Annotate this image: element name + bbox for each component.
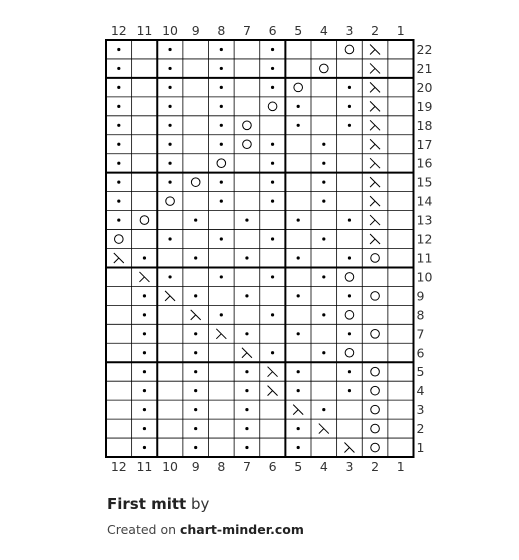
purl-dot bbox=[117, 86, 120, 89]
decrease-symbol bbox=[370, 82, 380, 92]
row-number: 20 bbox=[416, 79, 433, 95]
decrease-symbol bbox=[191, 310, 201, 320]
yarn-over-symbol bbox=[371, 292, 380, 301]
row-number: 14 bbox=[416, 193, 433, 209]
row-number: 2 bbox=[416, 421, 425, 437]
row-number: 5 bbox=[416, 364, 425, 380]
row-number: 13 bbox=[416, 212, 433, 228]
column-number-bottom: 7 bbox=[242, 459, 251, 474]
purl-dot bbox=[322, 313, 325, 316]
purl-dot bbox=[271, 275, 274, 278]
yarn-over-symbol bbox=[166, 197, 175, 206]
column-number-bottom: 1 bbox=[396, 459, 405, 474]
yarn-over-symbol bbox=[371, 367, 380, 376]
decrease-symbol bbox=[370, 234, 380, 244]
yarn-over-symbol bbox=[371, 424, 380, 433]
purl-dot bbox=[220, 86, 223, 89]
purl-dot bbox=[194, 427, 197, 430]
decrease-symbol bbox=[370, 177, 380, 187]
column-number-bottom: 10 bbox=[162, 459, 179, 474]
purl-dot bbox=[271, 86, 274, 89]
purl-dot bbox=[117, 162, 120, 165]
purl-dot bbox=[194, 294, 197, 297]
row-number: 7 bbox=[416, 326, 425, 342]
purl-dot bbox=[245, 389, 248, 392]
decrease-symbol bbox=[293, 405, 303, 415]
purl-dot bbox=[143, 294, 146, 297]
purl-dot bbox=[194, 408, 197, 411]
decrease-symbol bbox=[370, 158, 380, 168]
purl-dot bbox=[348, 332, 351, 335]
purl-dot bbox=[245, 294, 248, 297]
column-number-bottom: 6 bbox=[268, 459, 277, 474]
yarn-over-symbol bbox=[243, 121, 252, 130]
purl-dot bbox=[168, 124, 171, 127]
column-number-bottom: 4 bbox=[319, 459, 328, 474]
purl-dot bbox=[168, 67, 171, 70]
purl-dot bbox=[143, 446, 146, 449]
column-number-bottom: 8 bbox=[217, 459, 226, 474]
purl-dot bbox=[143, 408, 146, 411]
purl-dot bbox=[297, 294, 300, 297]
credit-prefix: Created on bbox=[107, 522, 177, 537]
row-number: 16 bbox=[416, 155, 433, 171]
purl-dot bbox=[245, 446, 248, 449]
yarn-over-symbol bbox=[115, 235, 124, 244]
column-number-top: 1 bbox=[396, 23, 405, 38]
row-number: 18 bbox=[416, 117, 433, 133]
purl-dot bbox=[220, 275, 223, 278]
row-number: 6 bbox=[416, 345, 425, 361]
purl-dot bbox=[271, 351, 274, 354]
purl-dot bbox=[348, 218, 351, 221]
row-number: 19 bbox=[416, 98, 433, 114]
decrease-symbol bbox=[139, 272, 149, 282]
purl-dot bbox=[348, 86, 351, 89]
purl-dot bbox=[168, 86, 171, 89]
purl-dot bbox=[143, 313, 146, 316]
purl-dot bbox=[245, 218, 248, 221]
row-number: 22 bbox=[416, 41, 433, 57]
column-number-top: 8 bbox=[217, 23, 226, 38]
purl-dot bbox=[348, 256, 351, 259]
row-number: 21 bbox=[416, 60, 433, 76]
row-number: 11 bbox=[416, 250, 433, 266]
purl-dot bbox=[322, 351, 325, 354]
decrease-symbol bbox=[216, 329, 226, 339]
column-number-top: 4 bbox=[319, 23, 328, 38]
yarn-over-symbol bbox=[268, 102, 277, 111]
decrease-symbol bbox=[114, 253, 124, 263]
yarn-over-symbol bbox=[371, 254, 380, 263]
purl-dot bbox=[245, 332, 248, 335]
yarn-over-symbol bbox=[243, 140, 252, 149]
row-number: 1 bbox=[416, 440, 425, 456]
purl-dot bbox=[322, 162, 325, 165]
purl-dot bbox=[245, 256, 248, 259]
purl-dot bbox=[297, 427, 300, 430]
yarn-over-symbol bbox=[345, 45, 354, 54]
purl-dot bbox=[168, 181, 171, 184]
column-number-top: 2 bbox=[371, 23, 380, 38]
yarn-over-symbol bbox=[217, 159, 226, 168]
yarn-over-symbol bbox=[345, 348, 354, 357]
yarn-over-symbol bbox=[371, 443, 380, 452]
row-number: 17 bbox=[416, 136, 433, 152]
column-number-top: 11 bbox=[136, 23, 153, 38]
row-number: 12 bbox=[416, 231, 433, 247]
purl-dot bbox=[271, 48, 274, 51]
purl-dot bbox=[271, 313, 274, 316]
purl-dot bbox=[297, 124, 300, 127]
yarn-over-symbol bbox=[320, 64, 329, 73]
yarn-over-symbol bbox=[371, 405, 380, 414]
pattern-title-line bbox=[107, 495, 209, 513]
pattern-by-label: by bbox=[191, 495, 210, 513]
purl-dot bbox=[143, 351, 146, 354]
purl-dot bbox=[117, 143, 120, 146]
purl-dot bbox=[194, 370, 197, 373]
purl-dot bbox=[271, 200, 274, 203]
column-number-bottom: 11 bbox=[136, 459, 153, 474]
column-number-top: 3 bbox=[345, 23, 354, 38]
purl-dot bbox=[168, 237, 171, 240]
purl-dot bbox=[297, 256, 300, 259]
purl-dot bbox=[220, 124, 223, 127]
purl-dot bbox=[194, 389, 197, 392]
credit-site-link[interactable]: chart-minder.com bbox=[180, 522, 304, 537]
purl-dot bbox=[168, 48, 171, 51]
purl-dot bbox=[297, 446, 300, 449]
purl-dot bbox=[117, 124, 120, 127]
purl-dot bbox=[168, 275, 171, 278]
purl-dot bbox=[194, 218, 197, 221]
purl-dot bbox=[117, 105, 120, 108]
purl-dot bbox=[220, 143, 223, 146]
purl-dot bbox=[297, 332, 300, 335]
purl-dot bbox=[220, 48, 223, 51]
purl-dot bbox=[143, 256, 146, 259]
purl-dot bbox=[322, 408, 325, 411]
purl-dot bbox=[322, 275, 325, 278]
purl-dot bbox=[348, 124, 351, 127]
column-number-bottom: 5 bbox=[294, 459, 303, 474]
yarn-over-symbol bbox=[371, 386, 380, 395]
purl-dot bbox=[117, 48, 120, 51]
decrease-symbol bbox=[319, 424, 329, 434]
purl-dot bbox=[117, 181, 120, 184]
purl-dot bbox=[117, 67, 120, 70]
purl-dot bbox=[322, 143, 325, 146]
decrease-symbol bbox=[370, 196, 380, 206]
purl-dot bbox=[348, 389, 351, 392]
yarn-over-symbol bbox=[294, 83, 303, 92]
row-number: 9 bbox=[416, 288, 425, 304]
column-number-top: 6 bbox=[268, 23, 277, 38]
purl-dot bbox=[220, 67, 223, 70]
purl-dot bbox=[297, 370, 300, 373]
yarn-over-symbol bbox=[345, 273, 354, 282]
decrease-symbol bbox=[370, 44, 380, 54]
yarn-over-symbol bbox=[140, 216, 149, 225]
purl-dot bbox=[322, 237, 325, 240]
purl-dot bbox=[271, 162, 274, 165]
purl-dot bbox=[143, 332, 146, 335]
decrease-symbol bbox=[370, 215, 380, 225]
purl-dot bbox=[194, 256, 197, 259]
purl-dot bbox=[322, 181, 325, 184]
purl-dot bbox=[194, 332, 197, 335]
purl-dot bbox=[168, 162, 171, 165]
yarn-over-symbol bbox=[371, 329, 380, 338]
purl-dot bbox=[245, 427, 248, 430]
column-number-bottom: 3 bbox=[345, 459, 354, 474]
column-number-bottom: 12 bbox=[110, 459, 127, 474]
row-number: 8 bbox=[416, 307, 425, 323]
column-number-top: 5 bbox=[294, 23, 303, 38]
purl-dot bbox=[220, 105, 223, 108]
credit-line bbox=[107, 522, 304, 537]
purl-dot bbox=[194, 446, 197, 449]
decrease-symbol bbox=[370, 120, 380, 130]
purl-dot bbox=[271, 181, 274, 184]
purl-dot bbox=[297, 105, 300, 108]
purl-dot bbox=[143, 389, 146, 392]
purl-dot bbox=[168, 105, 171, 108]
yarn-over-symbol bbox=[345, 311, 354, 320]
purl-dot bbox=[348, 294, 351, 297]
decrease-symbol bbox=[268, 386, 278, 396]
purl-dot bbox=[245, 408, 248, 411]
purl-dot bbox=[348, 105, 351, 108]
purl-dot bbox=[168, 143, 171, 146]
purl-dot bbox=[143, 427, 146, 430]
purl-dot bbox=[220, 313, 223, 316]
purl-dot bbox=[297, 389, 300, 392]
column-number-top: 12 bbox=[110, 23, 127, 38]
decrease-symbol bbox=[370, 63, 380, 73]
column-number-top: 7 bbox=[242, 23, 251, 38]
purl-dot bbox=[220, 181, 223, 184]
row-number: 10 bbox=[416, 269, 433, 285]
decrease-symbol bbox=[344, 443, 354, 453]
purl-dot bbox=[117, 218, 120, 221]
column-number-top: 9 bbox=[191, 23, 200, 38]
decrease-symbol bbox=[268, 367, 278, 377]
decrease-symbol bbox=[242, 348, 252, 358]
column-number-bottom: 2 bbox=[371, 459, 380, 474]
decrease-symbol bbox=[370, 101, 380, 111]
column-number-top: 10 bbox=[162, 23, 179, 38]
purl-dot bbox=[297, 218, 300, 221]
purl-dot bbox=[271, 143, 274, 146]
row-number: 4 bbox=[416, 383, 425, 399]
yarn-over-symbol bbox=[191, 178, 200, 187]
purl-dot bbox=[271, 67, 274, 70]
purl-dot bbox=[194, 351, 197, 354]
purl-dot bbox=[117, 200, 120, 203]
purl-dot bbox=[143, 370, 146, 373]
purl-dot bbox=[271, 237, 274, 240]
purl-dot bbox=[322, 200, 325, 203]
purl-dot bbox=[220, 237, 223, 240]
row-number: 3 bbox=[416, 402, 425, 418]
purl-dot bbox=[348, 370, 351, 373]
pattern-title: First mitt bbox=[107, 495, 187, 513]
purl-dot bbox=[220, 200, 223, 203]
decrease-symbol bbox=[370, 139, 380, 149]
column-number-bottom: 9 bbox=[191, 459, 200, 474]
decrease-symbol bbox=[165, 291, 175, 301]
row-number: 15 bbox=[416, 174, 433, 190]
purl-dot bbox=[245, 370, 248, 373]
